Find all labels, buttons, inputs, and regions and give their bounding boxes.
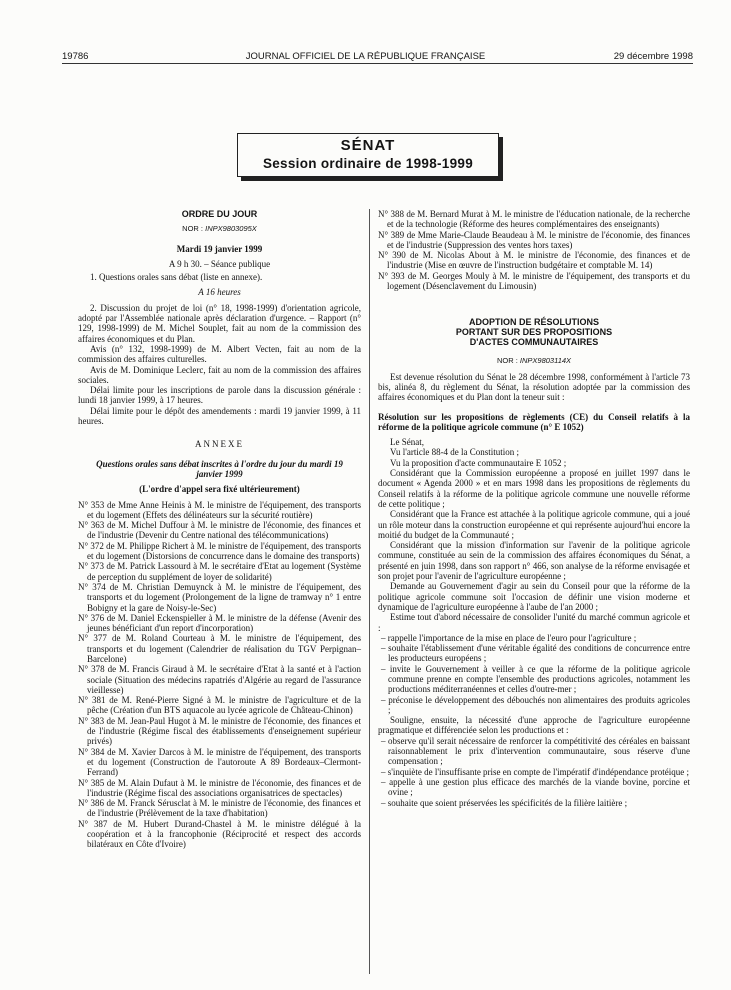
resolution-paragraph: Vu la proposition d'acte communautaire E 1052 ;	[390, 457, 567, 468]
delai-amendements: Délai limite pour le dépôt des amendements : mardi 19 janvier 1999, à 11 heures.	[78, 405, 361, 427]
avis-1: Avis (n° 132, 1998-1999) de M. Albert Vecten, fait au nom de la commission des affaires culturelles.	[78, 343, 361, 365]
resolution-dash-item: – observe qu'il serait nécessaire de renforcer la compétitivité des céréales en baissant raisonnablement le prix d'intervention communautaire, sous réserve d'une compensation ;	[381, 735, 690, 767]
adoption-nor: NOR : INPX9803114X	[496, 356, 572, 366]
annexe-heading: ANNEXE	[195, 439, 244, 450]
resolution-paragraph: Considérant que la France est attachée à la politique agricole commune, qui a joué un rôle moteur dans la construction européenne et qui représente aujourd'hui encore la moitié du budget de la Communauté ;	[378, 509, 690, 540]
question-item: N° 376 de M. Daniel Eckenspieller à M. le ministre de la défense (Avenir des jeunes bénéficiant d'un report d'incorporation)	[78, 612, 361, 634]
adoption-intro: Est devenue résolution du Sénat le 28 décembre 1998, conformément à l'article 73 bis, alinéa 8, du règlement du Sénat, la résolution adoptée par la commission des affaires économiques et du Plan dont la teneur suit :	[378, 371, 690, 403]
ordre-appel: (L'ordre d'appel sera fixé ultérieurement)	[139, 484, 300, 495]
resolution-paragraph: Estime tout d'abord nécessaire de consolider l'unité du marché commun agricole et :	[378, 612, 690, 633]
question-item: N° 383 de M. Jean-Paul Hugot à M. le ministre de l'économie, des finances et de l'industrie (Régime fiscal des établissements d'enseignement supérieur privés)	[78, 715, 361, 747]
question-item: N° 374 de M. Christian Demuynck à M. le ministre de l'équipement, des transports et du logement (Prolongement de la ligne de tramway n° 1 entre Bobigny et la gare de Noisy-le-Sec)	[78, 581, 361, 613]
resolution-dash-item: – souhaite l'établissement d'une véritable égalité des conditions de concurrence entre les producteurs européens ;	[381, 643, 690, 664]
question-item: N° 389 de Mme Marie-Claude Beaudeau à M. le ministre de l'économie, des finances et de l'industrie (Suppression des ventes hors taxes)	[378, 229, 690, 250]
resolution-dash-item: – souhaite que soient préservées les spécificités de la filière laitière ;	[381, 797, 628, 808]
resolution-paragraph: Demande au Gouvernement d'agir au sein du Conseil pour que la réforme de la politique agricole commune soit l'occasion de définir une vision moderne et dynamique de l'agriculture européenne à l'aube de l'an 2000 ;	[378, 581, 690, 612]
questions-list-right	[378, 209, 690, 291]
resolution-dash-item: – invite le Gouvernement à veiller à ce que la réforme de la politique agricole commune prenne en compte l'ensemble des productions agricoles, notamment les productions méditerranéennes et celles d'outre-mer ;	[381, 663, 690, 695]
adoption-heading-2: PORTANT SUR DES PROPOSITIONS	[455, 327, 613, 338]
banner-title: SÉNAT	[340, 137, 396, 154]
question-item: N° 381 de M. René-Pierre Signé à M. le ministre de l'agriculture et de la pêche (Création d'un BTS aquacole au lycée agricole de Château-Chinon)	[78, 695, 361, 716]
question-item: N° 377 de M. Roland Courteau à M. le ministre de l'équipement, des transports et du logement (Calendrier de réalisation du TGV Perpignan–Barcelone)	[78, 633, 361, 664]
agenda-item-1: 1. Questions orales sans débat (liste en annexe).	[90, 272, 263, 283]
questions-list-left	[78, 500, 361, 850]
resolution-title: Résolution sur les propositions de règlements (CE) du Conseil relatifs à la réforme de la politique agricole commune (n° E 1052)	[378, 411, 690, 432]
right-column	[378, 209, 690, 808]
question-item: N° 373 de M. Patrick Lassourd à M. le secrétaire d'Etat au logement (Système de perception du supplément de loyer de solidarité)	[78, 561, 361, 582]
journal-title: JOURNAL OFFICIEL DE LA RÉPUBLIQUE FRANÇAISE	[245, 51, 486, 62]
resolution-dash-item: – préconise le développement des débouchés non alimentaires des produits agricoles ;	[381, 694, 690, 715]
question-item: N° 385 de M. Alain Dufaut à M. le ministre de l'économie, des finances et de l'industrie (Régime fiscal des associations organisatrices de spectacles)	[78, 777, 361, 798]
question-item: N° 388 de M. Bernard Murat à M. le ministre de l'éducation nationale, de la recherche et de la technologie (Réforme des heures complémentaires des enseignants)	[378, 209, 690, 230]
question-item: N° 387 de M. Hubert Durand-Chastel à M. le ministre délégué à la coopération et à la francophonie (Réciprocité et respect des accords bilatéraux en Côte d'Ivoire)	[78, 818, 361, 850]
senat-banner	[237, 133, 499, 177]
issue-date: 29 décembre 1998	[613, 51, 693, 62]
resolution-paragraph: Considérant que la mission d'information sur l'avenir de la politique agricole commune, constituée au sein de la commission des affaires économiques du Sénat, a présenté en juin 1998, dans son rapport n° 466, son analyse de la réforme envisagée et son projet pour l'avenir de l'agriculture européenne ;	[378, 540, 690, 582]
resolution-dashes-1	[378, 633, 690, 715]
question-item: N° 353 de Mme Anne Heinis à M. le ministre de l'équipement, des transports et du logement (Effets des délinéateurs sur la sécurité routière)	[78, 499, 361, 520]
session-date: Mardi 19 janvier 1999	[176, 243, 263, 254]
delai-parole: Délai limite pour les inscriptions de parole dans la discussion générale : lundi 18 janvier 1999, à 17 heures.	[78, 385, 361, 406]
avis-2: Avis de M. Dominique Leclerc, fait au nom de la commission des affaires sociales.	[78, 364, 361, 385]
header-rule	[62, 63, 693, 64]
resolution-dash-item: – s'inquiète de l'insuffisante prise en compte de l'impératif d'indépendance protéique ;	[381, 766, 689, 777]
resolution-dash-item: – appelle à une gestion plus efficace des marchés de la viande bovine, porcine et ovine ;	[381, 776, 690, 798]
resolution-souligne: Souligne, ensuite, la nécessité d'une approche de l'agriculture européenne pragmatique et différenciée selon les productions et :	[378, 715, 690, 736]
ordre-heading: ORDRE DU JOUR	[181, 209, 258, 219]
question-item: N° 386 de M. Franck Sérusclat à M. le ministre de l'économie, des finances et de l'industrie (Prélèvement de la taxe d'habitation)	[78, 798, 361, 819]
resolution-paragraph: Le Sénat,	[390, 437, 424, 448]
banner-subtitle: Session ordinaire de 1998-1999	[262, 156, 474, 171]
ordre-nor: NOR : INPX9803095X	[182, 224, 257, 234]
question-item: N° 390 de M. Nicolas About à M. le ministre de l'économie, des finances et de l'industrie (Mise en œuvre de l'instruction budgétaire et comptable M. 14)	[378, 250, 690, 271]
afternoon-time: A 16 heures	[198, 287, 241, 298]
morning-session: A 9 h 30. – Séance publique	[168, 258, 271, 269]
column-divider	[369, 209, 370, 974]
adoption-heading-1: ADOPTION DE RÉSOLUTIONS	[468, 317, 599, 328]
question-item: N° 372 de M. Philippe Richert à M. le ministre de l'équipement, des transports et du logement (Distorsions de concurrence dans le domaine des transports)	[78, 540, 361, 562]
left-column	[78, 209, 361, 850]
question-item: N° 378 de M. Francis Giraud à M. le secrétaire d'Etat à la santé et à l'action sociale (Situation des médecins rapatriés d'Algérie au regard de l'assurance vieillesse)	[78, 664, 361, 695]
resolution-paragraph: Vu l'article 88-4 de la Constitution ;	[390, 447, 520, 458]
page-number: 19786	[62, 51, 89, 62]
question-item: N° 363 de M. Michel Duffour à M. le ministre de l'économie, des finances et de l'industrie (Devenir du Centre national des télécommunications)	[78, 520, 361, 541]
resolution-dashes-2	[378, 736, 690, 808]
resolution-dash-item: – rappelle l'importance de la mise en place de l'euro pour l'agriculture ;	[381, 632, 637, 643]
agenda-item-2: 2. Discussion du projet de loi (n° 18, 1998-1999) d'orientation agricole, adopté par l'Assemblée nationale après déclaration d'urgence. – Rapport (n° 129, 1998-1999) de M. Michel Souplet, fait au nom de la commission des affaires économiques et du Plan.	[78, 302, 361, 344]
question-item: N° 393 de M. Georges Mouly à M. le ministre de l'équipement, des transports et du logement (Désenclavement du Limousin)	[378, 270, 690, 292]
resolution-body	[378, 437, 690, 633]
resolution-paragraph: Considérant que la Commission européenne a proposé en juillet 1997 dans le document « Agenda 2000 » et en mars 1998 dans les propositions de règlements du Conseil relatifs à la réforme de la politique agricole commune une nouvelle réforme de cette politique ;	[378, 468, 690, 509]
adoption-heading-3: D'ACTES COMMUNAUTAIRES	[469, 337, 599, 348]
annexe-subheading: Questions orales sans débat inscrites à l'ordre du jour du mardi 19 janvier 1999	[96, 458, 343, 479]
question-item: N° 384 de M. Xavier Darcos à M. le ministre de l'équipement, des transports et du logement (Construction de l'autoroute A 89 Bordeaux–Clermont-Ferrand)	[78, 746, 361, 778]
